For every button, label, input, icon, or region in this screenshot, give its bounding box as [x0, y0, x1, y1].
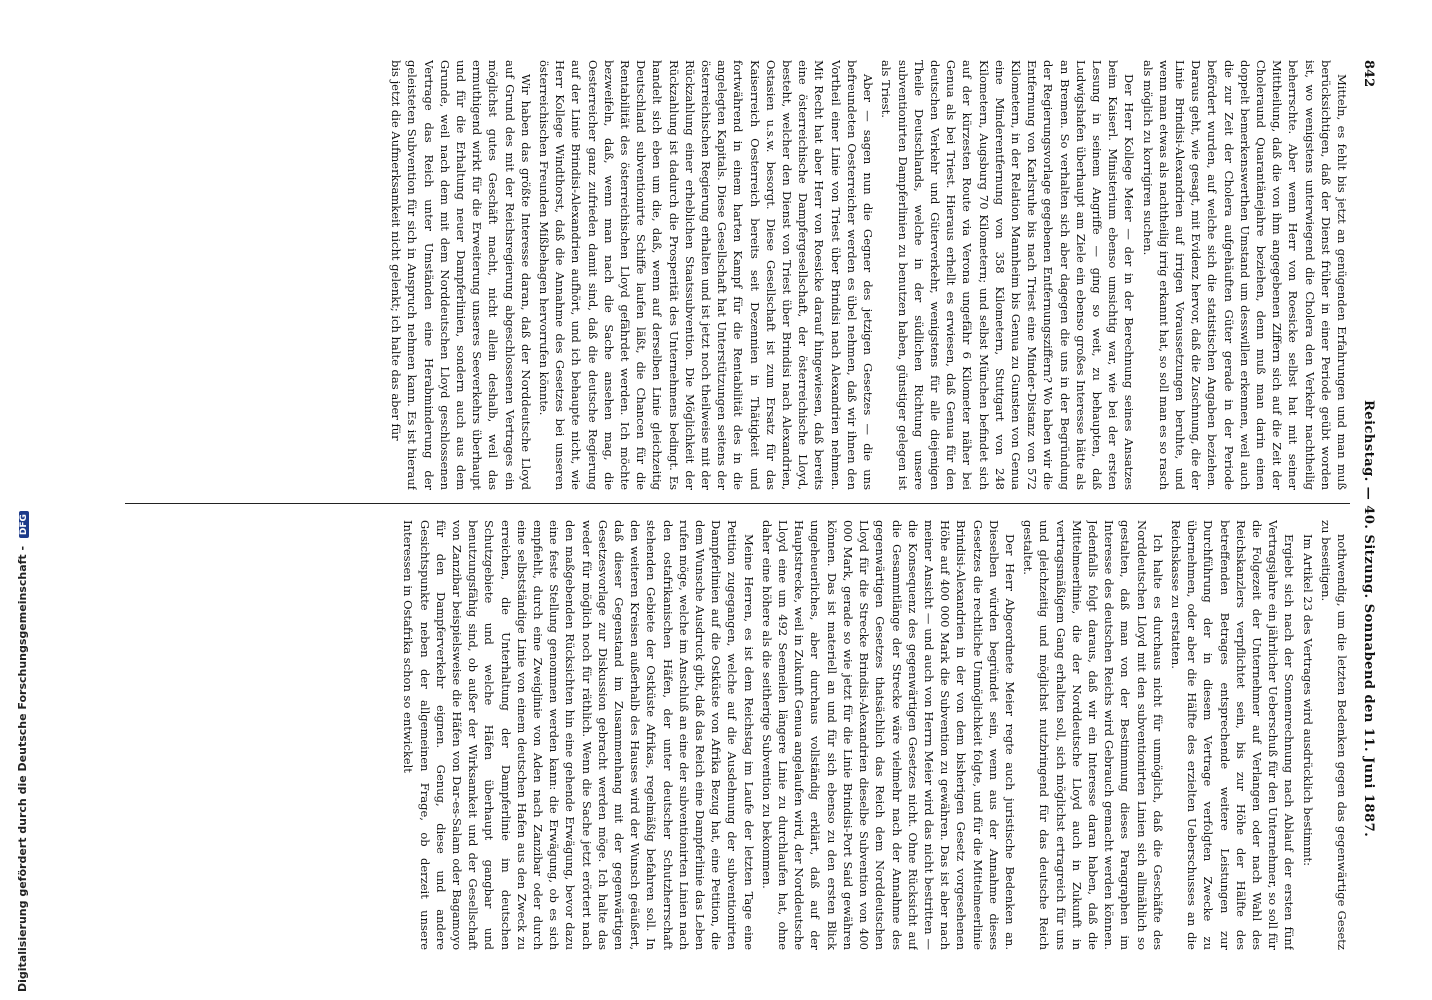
- paragraph: Der Herr Kollege Meier — der in der Berechnung seines Ansatzes beim Kaiserl. Ministerium ebenso umsichtig war, wie bei der ersten Lesung in seinem Angriffe — ging so weit, zu behaupten, daß Ludwigshafen überhaupt am Ziele ein ebenso großes Interesse hätte als an Bremen. So verhalten sich aber dagegen die uns in der Begründung der Regierungsvorlage gegebenen Entfernungsziffern? Wo haben wir die Entfernung von Karlsruhe bis nach Triest eine Minder-Distanz von 572 Kilometern, in der Relation Mannheim bis Genua zu Gunsten von Genua eine Minderentfernung von 358 Kilometern, Stuttgart von 248 Kilometern, Augsburg 70 Kilometern; und selbst München befindet sich auf der kürzesten Route via Verona ungefähr 6 Kilometer näher bei Genua als bei Triest. Hieraus erhellt es erwiesen, daß Genua für den deutschen Verkehr und Güterverkehr, wenigstens für alle diejenigen Theile Deutschlands, welche in der südlichen Richtung unsere subventionirten Dampferlinien zu benutzen haben, günstiger gelegen ist als Triest.: [879, 60, 1137, 490]
- paragraph: Aber — sagen nun die Gegner des jetzigen Gesetzes — die uns befreundeten Oesterreicher werden es übel nehmen, daß wir ihnen den Vortheil einer Linie von Triest über Brindisi nach Alexandrien nehmen. Mit Recht hat aber Herr von Roesicke darauf hingewiesen, daß bereits eine österreichische Dampfergesellschaft, der österreichische Lloyd, besteht, welcher den Dienst von Triest über Brindisi nach Alexandrien, Ostasien u.s.w. besorgt. Diese Gesellschaft ist zum Ersatz für das Kaiserreich Oesterreich bereits seit Dezennien in Thätigkeit und fortwährend in einem harten Kampf für die Rentabilität des in die angelegten Kapitals. Diese Gesellschaft hat Unterstützungen seitens der österreichischen Regierung erhalten und ist jetzt noch theilweise mit der Rückzahlung einer erheblichen Staatssubvention. Die Möglichkeit der Rückzahlung ist dadurch die Prosperität des Unternehmens bedingt. Es handelt sich eben um die, daß, wenn auf derselben Linie gleichzeitig Deutschland subventionirte Schiffe laufen läßt, die Chancen für die Rentabilität des österreichischen Lloyd gefährdet werden. Ich möchte bezweifeln, daß, wenn man nach die Sache ansehen mag, die Oesterreicher ganz zufrieden damit sind, daß die deutsche Regierung auf der Linie Brindisi-Alexandrien aufhört, und ich behaupte nicht, wie Herr Kollege Windthorst, daß die Annahme des Gesetzes bei unseren österreichischen Freunden Mißbehagen hervorrufen könnte.: [537, 60, 876, 490]
- paragraph: Wir haben das größte Interesse daran, daß der Norddeutsche Lloyd auf Grund des mit der Reichsregierung abgeschlossenen Vertrages ein möglichst gutes Geschäft macht, nicht allein deshalb, weil das ermuthigend wirkt für die Erweiterung unseres Seeverkehrs überhaupt und für die Erhaltung neuer Dampferlinien, sondern auch aus dem Grunde, weil nach dem mit dem Norddeutschen Lloyd geschlossenen Vertrage das Reich unter Umständen eine Herabminderung der geleisteten Subvention für sich in Anspruch nehmen kann. Es ist hierauf bis jetzt die Aufmerksamkeit nicht gelenkt; ich halte das aber für: [389, 60, 533, 490]
- paragraph: Meine Herren, es ist dem Reichstag im Laufe der letzten Tage eine Petition zugegangen, welche auf die Ausdehnung der subventionirten Dampferlinien auf die Ostküste von Afrika Bezug hat, eine Petition, die dem Wunsche Ausdruck gibt, daß das Reich eine Dampferlinie das Leben rufen möge, welche im Anschluß an eine der subventionirten Linien nach den ostafrikanischen Häfen, der unter deutscher Schutzherrschaft stehenden Gebiete der Ostküste Afrikas, regelmäßig befahren soll. In den weiteren Kreisen außerhalb des Hauses wird der Wunsch geäußert, daß dieser Gegenstand im Zusammenhang mit der gegenwärtigen Gesetzesvorlage zur Diskussion gebracht werden möge. Ich halte das weder für möglich noch für räthlich. Wenn die Sache jetzt erörtert nach den maßgebenden Rücksichten hin eine gehende Erwägung, bevor dazu eine feste Stellung genommen werden kann: die Erwägung, ob es sich empfiehlt, durch eine Zweiglinie von Aden nach Zanzibar oder durch eine selbstständige Linie von einem deutschen Hafen aus den Zweck zu erreichen, die Unterhaltung der Dampferlinie im deutschen Schutzgebiete und welche Häfen überhaupt gangbar und benutzungsfähig sind, ob außer der Wirksamkeit und der Gesellschaft von Zanzibar beispielsweise die Häfen von Dar-es-Salam oder Bagamoyo für den Dampferverkehr eignen. Genug, diese und andere Gesichtspunkte neben der allgemeinen Frage, ob derzeit unsere Interessen in Ostafrika schon so entwickelt: [401, 520, 756, 950]
- quoted-paragraph: Ergiebt sich nach der Sonnenrechnung nach Ablauf der ersten fünf Vertragsjahre ein jährlicher Ueberschuß für den Unternehmer, so soll für die Folgezeit der Unternehmer auf Verlangen oder nach Wahl des Reichskanzlers verpflichtet sein, bis zur Höhe der Hälfte des betreffenden Betrages entsprechende weitere Leistungen zur Durchführung der in diesem Vertrage verfolgten Zwecke zu übernehmen, oder aber die Hälfte des erzielten Ueberschusses an die Reichskasse zu erstatten.: [1168, 520, 1297, 950]
- column-divider: [125, 503, 1350, 504]
- running-head: Reichstag. — 40. Sitzung. Sonnabend den 11. Juni 1887.: [1361, 400, 1376, 838]
- dfg-logo-icon: DFG: [19, 511, 29, 538]
- page-header: [1354, 60, 1380, 960]
- paragraph: Im Artikel 23 des Vertrages wird ausdrücklich bestimmt:: [1300, 534, 1315, 866]
- paragraph: Mitteln, es fehlt bis jetzt an genügenden Erfahrungen und man muß berücksichtigen, daß der Dienst früher in einer Periode geübt worden ist, wo wenigstens unterwiegend die Cholera den Verkehr nachtheilig beherrschte. Aber wenn Herr von Roesicke selbst hat mit seiner Mittheilung, daß die von ihm angegebenen Ziffern sich auf die Zeit der Choleraund Quarantänejahre beziehen, denn muß man darin einen doppelt bemerkenswerthen Umstand um desswillen erkennen, weil auch die zur Zeit der Cholera aufgehäuften Güter gerade in der Periode befördert wurden, auf welche sich die statistischen Angaben beziehen. Daraus geht, wie gesagt, mit Evidenz hervor, daß die Zuschnung, die der Linie Brindisi-Alexandrien auf irrigen Voraussetzungen beruhte, und wenn man etwas als nachtheilig irrig erkannt hat, so soll man es so rasch als möglich zu korrigiren suchen.: [1140, 60, 1349, 490]
- paragraph: nothwendig, um die letzten Bedenken gegen das gegenwärtige Gesetz zu beseitigen.: [1318, 520, 1349, 950]
- left-text-column: [125, 60, 1350, 490]
- paragraph: Der Herr Abgeordnete Meier regte auch juristische Bedenken an. Dieselben würden begründet sein, wenn aus der Annahme dieses Gesetzes die rechtliche Unmöglichkeit folgte, und für die Mittelmeerlinie Brindisi-Alexandrien in der von dem bisherigen Gesetz vorgesehenen Höhe auf 400 000 Mark die Subvention zu gewähren. Das ist aber nach meiner Ansicht — und auch von Herrn Meier wird das nicht bestritten — die Konsequenz des gegenwärtigen Gesetzes nicht. Ohne Rücksicht auf die Gesammtlänge der Strecke wäre vielmehr nach der Annahme des gegenwärtigen Gesetzes thatsächlich das Reich dem Norddeutschen Lloyd für die Strecke Brindisi-Alexandrien dieselbe Subvention von 400 000 Mark, gerade so wie jetzt für die Linie Brindisi-Port Said gewähren können. Das ist materiell an und für sich ebenso zu den ersten Blick ungeheuerliches, aber durchaus vollständig erklärt, daß auf der Hauptstrecke, weil in Zukunft Genua angelaufen wird, der Norddeutsche Lloyd eine um 492 Seemeilen längere Linie zu durchlaufen hat, ohne daher eine höhere als die seitherige Subvention zu bekommen.: [759, 520, 1017, 950]
- right-text-column: [125, 520, 1350, 950]
- page-number: 842: [1361, 60, 1376, 88]
- digitization-footer: [16, 92, 30, 992]
- rotated-scanned-page: [110, 40, 1380, 980]
- digitization-note: Digitalisierung gefördert durch die Deutsche Forschungsgemeinschaft -: [16, 545, 29, 992]
- paragraph: Ich halte es durchaus nicht für unmöglich, daß die Geschäfte des Norddeutschen Lloyd mit den subventionirten Linien sich allmählich so gestalten, daß man von der Bestimmung dieses Paragraphen im Interesse des deutschen Reichs wird Gebrauch gemacht werden können. Jedenfalls folgt daraus, daß wir ein Interesse daran haben, daß die Mittelmeerlinie, die der Norddeutsche Lloyd auch in Zukunft in vertragsmäßigem Gang erhalten soll, sich möglichst ertragreich für uns und gleichzeitig und möglichst nutzbringend für das deutsche Reich gestaltet.: [1021, 520, 1165, 950]
